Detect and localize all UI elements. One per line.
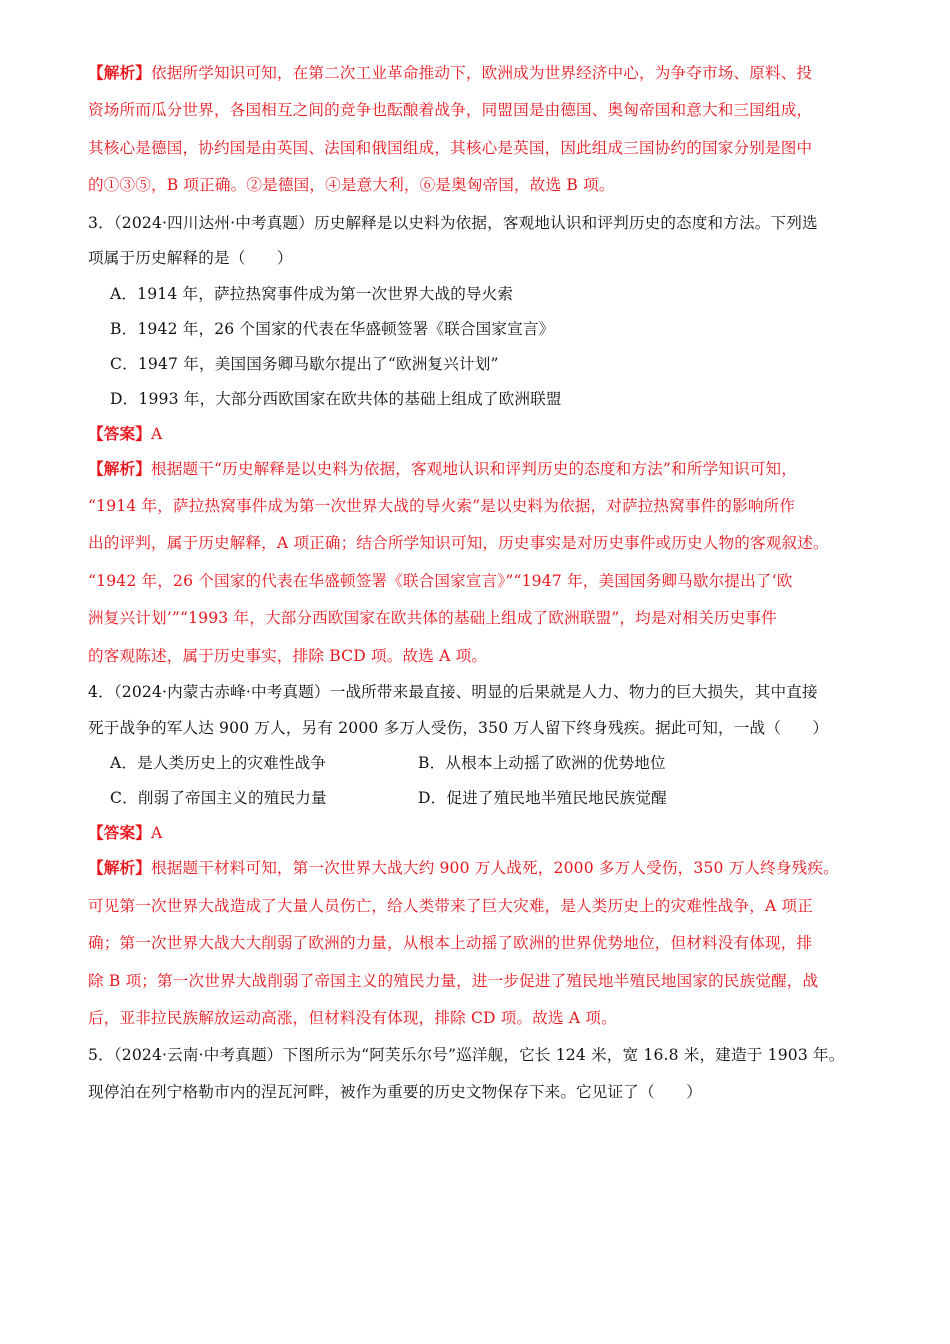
analysis-line: 出的评判，属于历史解释，A 项正确；结合所学知识可知，历史事实是对历史事件或历史人物的客观叙述。	[88, 534, 829, 552]
analysis-tag: 【解析】	[88, 858, 151, 877]
analysis-line: 洲复兴计划’”“1993 年，大部分西欧国家在欧共体的基础上组成了欧洲联盟”，均是对相关历史事件	[88, 609, 777, 627]
analysis-line: 确；第一次世界大战大大削弱了欧洲的力量，从根本上动摇了欧洲的世界优势地位，但材料没有体现，排	[88, 934, 813, 952]
answer-line	[88, 423, 162, 445]
question-5-stem: 5．（2024·云南·中考真题）下图所示为“阿芙乐尔号”巡洋舰，它长 124 米，宽 16.8 米，建造于 1903 年。	[88, 1046, 845, 1064]
question-4-stem: 死于战争的军人达 900 万人，另有 2000 多万人受伤，350 万人留下终身残疾。据此可知，一战（ ）	[88, 719, 829, 737]
analysis-line: 资场所而瓜分世界，各国相互之间的竞争也酝酿着战争，同盟国是由德国、奥匈帝国和意大和三国组成，	[88, 101, 813, 119]
answer-tag: 【答案】	[88, 424, 151, 443]
analysis-line: 【解析】依据所学知识可知，在第二次工业革命推动下，欧洲成为世界经济中心，为争夺市场、原料、投	[88, 63, 813, 82]
option-a: A．是人类历史上的灾难性战争	[110, 754, 327, 772]
option-d: D．促进了殖民地半殖民地民族觉醒	[418, 789, 667, 807]
option-d: D．1993 年，大部分西欧国家在欧共体的基础上组成了欧洲联盟	[110, 390, 562, 408]
option-a: A．1914 年，萨拉热窝事件成为第一次世界大战的导火索	[110, 285, 514, 303]
option-c: C．1947 年，美国国务卿马歇尔提出了“欧洲复兴计划”	[110, 355, 499, 373]
question-5-stem: 现停泊在列宁格勒市内的涅瓦河畔，被作为重要的历史文物保存下来。它见证了（ ）	[88, 1083, 703, 1101]
question-4-stem: 4．（2024·内蒙古赤峰·中考真题）一战所带来最直接、明显的后果就是人力、物力的巨大损失，其中直接	[88, 683, 818, 701]
answer-tag: 【答案】	[88, 823, 151, 842]
analysis-line: 其核心是德国，协约国是由英国、法国和俄国组成，其核心是英国，因此组成三国协约的国家分别是图中	[88, 139, 813, 157]
analysis-line: 的客观陈述，属于历史事实，排除 BCD 项。故选 A 项。	[88, 647, 488, 665]
analysis-tag: 【解析】	[88, 459, 151, 478]
option-b: B．1942 年，26 个国家的代表在华盛顿签署《联合国家宣言》	[110, 320, 555, 338]
analysis-line: “1942 年，26 个国家的代表在华盛顿签署《联合国家宣言》”“1947 年，美国国务卿马歇尔提出了‘欧	[88, 572, 793, 590]
option-c: C．削弱了帝国主义的殖民力量	[110, 789, 327, 807]
analysis-line: 的①③⑤，B 项正确。②是德国，④是意大利，⑥是奥匈帝国，故选 B 项。	[88, 176, 615, 194]
analysis-line: 后，亚非拉民族解放运动高涨，但材料没有体现，排除 CD 项。故选 A 项。	[88, 1009, 617, 1027]
answer-line	[88, 822, 162, 844]
analysis-line: 除 B 项；第一次世界大战削弱了帝国主义的殖民力量，进一步促进了殖民地半殖民地国家的民族觉醒，战	[88, 972, 819, 990]
analysis-line: “1914 年，萨拉热窝事件成为第一次世界大战的导火索”是以史料为依据，对萨拉热窝事件的影响所作	[88, 497, 796, 515]
option-b: B．从根本上动摇了欧洲的优势地位	[418, 754, 666, 772]
analysis-line: 可见第一次世界大战造成了大量人员伤亡，给人类带来了巨大灾难，是人类历史上的灾难性战争，A 项正	[88, 897, 813, 915]
analysis-line: 【解析】根据题干材料可知，第一次世界大战大约 900 万人战死，2000 多万人受伤，350 万人终身残疾。	[88, 858, 839, 877]
question-3-stem: 3．（2024·四川达州·中考真题）历史解释是以史料为依据，客观地认识和评判历史的态度和方法。下列选	[88, 214, 818, 232]
analysis-line: 【解析】根据题干“历史解释是以史料为依据，客观地认识和评判历史的态度和方法”和所学知识可知，	[88, 459, 797, 478]
analysis-tag: 【解析】	[88, 63, 151, 82]
answer-value: A	[150, 425, 163, 443]
answer-value: A	[150, 824, 163, 842]
question-3-stem: 项属于历史解释的是（ ）	[88, 249, 293, 267]
